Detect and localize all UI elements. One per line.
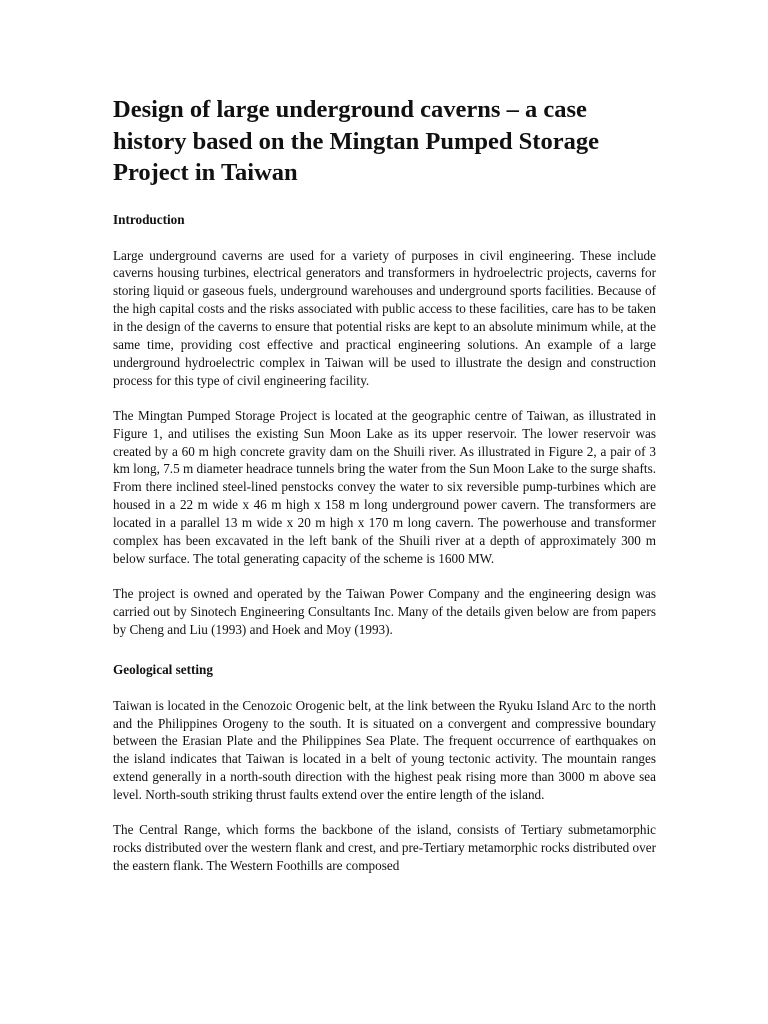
paragraph: The project is owned and operated by the Taiwan Power Company and the engineering design was carried out by Sinotech Engineering Consultants Inc. Many of the details given below are from papers by Cheng and Liu (1993) and Hoek and Moy (1993). (113, 585, 656, 637)
document-title: Design of large underground caverns – a case history based on the Mingtan Pumped Storage Project in Taiwan (113, 96, 599, 186)
section-introduction (113, 211, 656, 639)
paragraph: The Mingtan Pumped Storage Project is located at the geographic centre of Taiwan, as illustrated in Figure 1, and utilises the existing Sun Moon Lake as its upper reservoir. The lower reservoir was created by a 60 m high concrete gravity dam on the Shuili river. As illustrated in Figure 2, a pair of 3 km long, 7.5 m diameter headrace tunnels bring the water from the Sun Moon Lake to the surge shafts. From there inclined steel-lined penstocks convey the water to six reversible pump-turbines which are housed in a 22 m wide x 46 m high x 158 m long underground power cavern. The transformers are located in a parallel 13 m wide x 20 m high x 170 m long cavern. The powerhouse and transformer complex has been excavated in the left bank of the Shuili river at a depth of approximately 300 m below surface. The total generating capacity of the scheme is 1600 MW. (113, 407, 656, 566)
section-geological-setting (113, 661, 656, 875)
paragraph: Large underground caverns are used for a variety of purposes in civil engineering. These include caverns housing turbines, electrical generators and transformers in hydroelectric projects, caverns for storing liquid or gaseous fuels, underground warehouses and underground sports facilities. Because of the high capital costs and the risks associated with public access to these facilities, care has to be taken in the design of the caverns to ensure that potential risks are kept to an absolute minimum while, at the same time, providing cost effective and practical engineering solutions. An example of a large underground hydroelectric complex in Taiwan will be used to illustrate the design and construction process for this type of civil engineering facility. (113, 247, 656, 388)
document-page (113, 0, 656, 875)
section-heading-introduction: Introduction (113, 211, 185, 227)
paragraph: Taiwan is located in the Cenozoic Orogenic belt, at the link between the Ryuku Island Arc to the north and the Philippines Orogeny to the south. It is situated on a convergent and compressive boundary between the Erasian Plate and the Philippines Sea Plate. The frequent occurrence of earthquakes on the island indicates that Taiwan is located in a belt of young tectonic activity. The mountain ranges extend generally in a north-south direction with the highest peak rising more than 3000 m above sea level. North-south striking thrust faults extend over the entire length of the island. (113, 697, 656, 803)
paragraph: The Central Range, which forms the backbone of the island, consists of Tertiary submetamorphic rocks distributed over the western flank and crest, and pre-Tertiary metamorphic rocks distributed over the eastern flank. The Western Foothills are composed (113, 822, 656, 873)
section-heading-geological-setting: Geological setting (113, 661, 213, 677)
